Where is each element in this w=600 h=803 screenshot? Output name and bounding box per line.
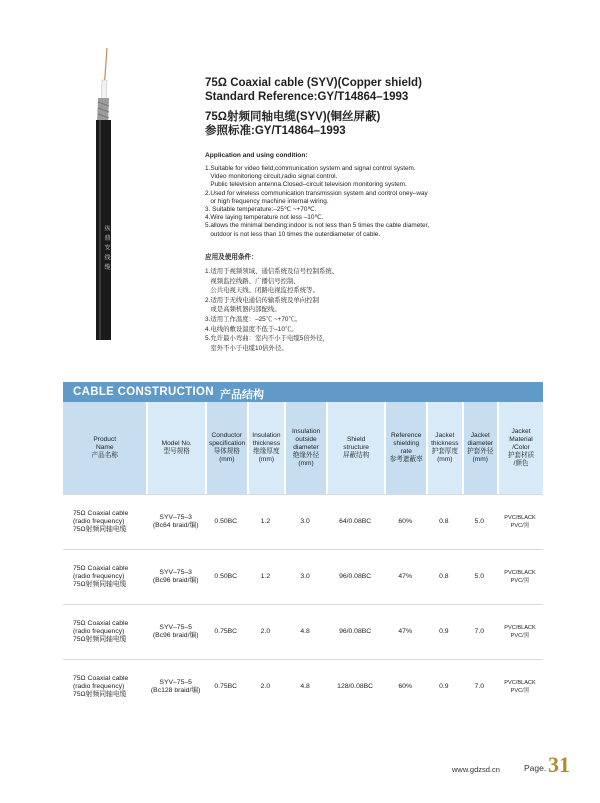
- footer-url: www.gdzsd.cn: [452, 765, 500, 774]
- table-row: [63, 659, 543, 714]
- table-cell: PVC/BLACK PVC/黑: [497, 604, 543, 659]
- title-en-line-1: 75Ω Coaxial cable (SYV)(Copper shield): [205, 77, 422, 89]
- column-header: Shield structure 屏蔽结构: [326, 402, 384, 494]
- column-header: Conductor specification 导体规格 (mm): [205, 402, 247, 494]
- construction-title-en: CABLE CONSTRUCTION: [73, 386, 214, 398]
- table-cell: 2.0: [247, 604, 285, 659]
- table-row: [63, 604, 543, 659]
- footer-page-number: 31: [548, 752, 570, 777]
- table-cell: 75Ω Coaxial cable (radio frequency) 75Ω射频同轴电缆: [63, 604, 146, 659]
- table-cell: 75Ω Coaxial cable (radio frequency) 75Ω射频同轴电缆: [63, 494, 146, 549]
- application-cn-heading: 应用及使用条件：: [205, 254, 258, 261]
- table-cell: 64/0.08BC: [326, 494, 384, 549]
- column-header: Jacket Material /Color 护套材质 /颜色: [497, 402, 543, 494]
- construction-table: [63, 402, 543, 714]
- table-cell: 60%: [384, 659, 426, 714]
- construction-title-cn: 产品结构: [220, 389, 264, 401]
- table-cell: 75Ω Coaxial cable (radio frequency) 75Ω射频同轴电缆: [63, 659, 146, 714]
- table-cell: 47%: [384, 549, 426, 604]
- table-cell: 3.0: [284, 494, 326, 549]
- column-header: Jacket thickness 护套厚度 (mm): [426, 402, 461, 494]
- title-cn-line-2: 参照标准:GY/T14864–1993: [205, 125, 346, 137]
- application-cn-section: [205, 251, 338, 353]
- table-row: [63, 549, 543, 604]
- table-cell: 7.0: [462, 604, 497, 659]
- table-cell: 0.75BC: [205, 659, 247, 714]
- table-cell: 2.0: [247, 659, 285, 714]
- table-cell: 128/0.08BC: [326, 659, 384, 714]
- table-cell: 7.0: [462, 659, 497, 714]
- table-cell: 4.8: [284, 659, 326, 714]
- table-cell: PVC/BLACK PVC/黑: [497, 659, 543, 714]
- title-cn-line-1: 75Ω射频同轴电缆(SYV)(铜丝屏蔽): [205, 111, 381, 123]
- table-cell: 96/0.08BC: [326, 549, 384, 604]
- table-cell: 5.0: [462, 494, 497, 549]
- column-header: Reference shielding rate 参考遮蔽率: [384, 402, 426, 494]
- table-cell: 47%: [384, 604, 426, 659]
- application-en-section: [205, 152, 429, 239]
- application-cn-text: 1.适用于视频领域、通信系统及信号控制系统、 视频监控线路、广播信号控制、 公共电视天线、闭路电视监控系统等。 2.适用于无线电通信传输系统及单向控制 或是高频机器内部配线。 3.适用工作温度：–25℃ ~+70℃。 4.电线的敷设温度不低于–10℃。 5.允许最小弯曲：室内不小于电缆5倍外径， 室外不小于电缆10倍外径。: [205, 268, 339, 352]
- table-cell: 0.8: [426, 549, 461, 604]
- table-cell: PVC/BLACK PVC/黑: [497, 549, 543, 604]
- table-cell: SYV–75–3 (Bc64 braid/编): [146, 494, 204, 549]
- table-cell: 1.2: [247, 549, 285, 604]
- column-header: Model No. 型号规格: [146, 402, 204, 494]
- table-cell: 1.2: [247, 494, 285, 549]
- table-cell: 0.9: [426, 604, 461, 659]
- cable-image: [84, 40, 124, 340]
- table-cell: 0.8: [426, 494, 461, 549]
- column-header: Insulation outside diameter 绝缘外径 (mm): [284, 402, 326, 494]
- table-cell: PVC/BLACK PVC/黑: [497, 494, 543, 549]
- title-block: [205, 76, 422, 138]
- column-header: Insulation thickness 绝缘厚度 (mm): [247, 402, 285, 494]
- column-header: Jacket diameter 护套外径 (mm): [462, 402, 497, 494]
- cable-illustration: [84, 40, 124, 340]
- table-cell: 3.0: [284, 549, 326, 604]
- table-cell: 0.50BC: [205, 494, 247, 549]
- table-cell: SYV–75–3 (Bc96 braid/编): [146, 549, 204, 604]
- column-header: Product Name 产品名称: [63, 402, 146, 494]
- table-cell: SYV–75–5 (Bc128 braid/编): [146, 659, 204, 714]
- table-cell: 60%: [384, 494, 426, 549]
- footer-page-label: Page.: [524, 763, 547, 773]
- table-cell: SYV–75–5 (Bc96 braid/编): [146, 604, 204, 659]
- title-en-line-2: Standard Reference:GY/T14864–1993: [205, 91, 409, 103]
- table-cell: 4.8: [284, 604, 326, 659]
- table-cell: 75Ω Coaxial cable (radio frequency) 75Ω射频同轴电缆: [63, 549, 146, 604]
- table-cell: 0.75BC: [205, 604, 247, 659]
- construction-band: [63, 382, 543, 402]
- table-cell: 0.9: [426, 659, 461, 714]
- table-cell: 5.0: [462, 549, 497, 604]
- table-cell: 0.50BC: [205, 549, 247, 604]
- table-header-row: [63, 402, 543, 494]
- table-row: [63, 494, 543, 549]
- cable-brand-text: 纵 鼎 安 线 缆: [103, 225, 109, 271]
- table-cell: 96/0.08BC: [326, 604, 384, 659]
- application-en-text: 1.Suitable for video field,communication system and signal control system. Video monitoriong circuit,radio signal control. Public television antenna.Closed–circuit television monitoring system. 2.Used for wireless communication transmission system and control oney–way or high frequency machine internal wiring. 3. Suitable temperature:–25℃ ~+70℃. 4.Wire laying temperature not less –10℃. 5.allows the minimal bending:indoor is not less than 5 times the cable diameter, outdoor is not less than 10 times the outerdiameter of cable.: [205, 165, 430, 238]
- application-en-heading: Application and using condition:: [205, 152, 308, 159]
